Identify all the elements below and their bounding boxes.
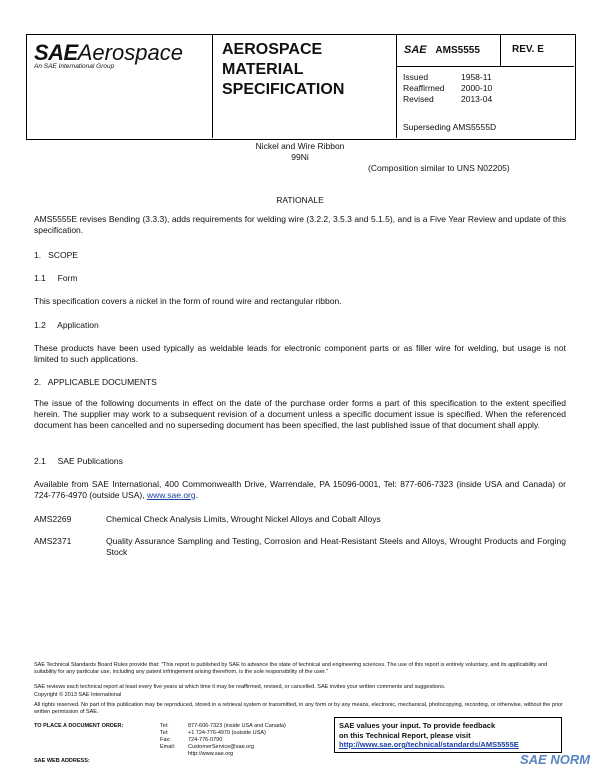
- section-1-1-text: This specification covers a nickel in the form of round wire and rectangular ribbon.: [34, 296, 342, 306]
- date-label: Revised: [403, 94, 434, 104]
- date-label: Reaffirmed: [403, 83, 445, 93]
- reference-row: [34, 536, 566, 558]
- logo-subtitle: An SAE International Group: [34, 63, 115, 70]
- section-2-text: The issue of the following documents in effect on the date of the purchase order forms a part of this specification to the extent specified herein. The supplier may work to a subsequent revision of a document unless a specific document issue is specified. When the referenced document has been cancelled and no superseding document has been specified, the last published issue of that document shall apply.: [34, 398, 566, 430]
- rationale-heading: RATIONALE: [276, 195, 324, 205]
- logo-sae-text: SAE: [34, 40, 78, 65]
- footer-copyright: Copyright © 2013 SAE International: [34, 692, 122, 698]
- contact-row: [160, 744, 330, 751]
- superseding-text: Superseding AMS5555D: [403, 122, 497, 132]
- contact-row: [160, 737, 330, 744]
- doc-title-line3: (Composition similar to UNS N02205): [368, 163, 510, 173]
- section-1-1-heading: 1.1 Form: [34, 273, 78, 283]
- period: .: [195, 490, 198, 500]
- feedback-line2: on this Technical Report, please visit: [339, 730, 471, 740]
- spec-title: [222, 40, 344, 100]
- contact-value: 877-606-7323 (inside USA and Canada): [188, 723, 286, 729]
- section-1-2-heading: 1.2 Application: [34, 320, 99, 330]
- date-value: 2000-10: [461, 83, 493, 93]
- contact-row: [160, 751, 330, 758]
- date-row: [403, 94, 523, 105]
- revision-label: REV. E: [512, 44, 544, 55]
- sae-norm-watermark: SAE NORM: [520, 752, 591, 767]
- contact-label: Fax:: [160, 737, 171, 743]
- reference-title: Chemical Check Analysis Limits, Wrought Nickel Alloys and Cobalt Alloys: [106, 514, 381, 524]
- date-value: 2013-04: [461, 94, 493, 104]
- section-1-2-text: These products have been used typically as weldable leads for electronic component parts or as filler wire for welding, but usage is not limited to such applications.: [34, 343, 566, 364]
- feedback-box: [334, 717, 562, 753]
- sae-small-logo: SAE: [404, 44, 427, 56]
- section-2-heading: 2. APPLICABLE DOCUMENTS: [34, 377, 157, 387]
- contact-label: Tel:: [160, 730, 169, 736]
- order-label: TO PLACE A DOCUMENT ORDER:: [34, 723, 124, 729]
- title-line-1: AEROSPACE: [222, 41, 323, 58]
- contact-row: [160, 730, 330, 737]
- header-divider-2: [396, 34, 397, 138]
- footer-rules-text: SAE Technical Standards Board Rules provide that: "This report is published by SAE to advance the state of technical and engineering sciences. The use of this report is entirely voluntary, and its applicability and suitability for any particular use, including any patent infringement arising therefrom, is the sole responsibility of the user.": [34, 662, 548, 675]
- reference-code: AMS2269: [34, 514, 72, 524]
- title-line-3: SPECIFICATION: [222, 81, 345, 98]
- contact-label: [160, 751, 188, 758]
- footer-review-text: SAE reviews each technical report at least every five years at which time it may be reaffirmed, revised, or cancelled. SAE invites your written comments and suggestions.: [34, 684, 446, 690]
- reference-code: AMS2371: [34, 536, 72, 546]
- header-row-divider: [396, 66, 574, 67]
- doc-number: [404, 44, 480, 56]
- title-line-2: MATERIAL: [222, 61, 304, 78]
- section-2-1-text: [34, 479, 566, 501]
- section-1-heading: 1. SCOPE: [34, 250, 78, 260]
- contact-value: 724-776-0790: [188, 737, 223, 743]
- date-value: 1958-11: [461, 72, 492, 82]
- contact-label: Tel:: [160, 723, 169, 729]
- doc-number-text: AMS5555: [435, 45, 480, 56]
- doc-title-line2: 99Ni: [291, 152, 309, 162]
- contact-value[interactable]: CustomerService@sae.org: [188, 744, 255, 750]
- feedback-link-line: [339, 740, 557, 750]
- date-row: [403, 72, 523, 83]
- sae-publications-text: Available from SAE International, 400 Commonwealth Drive, Warrendale, PA 15096-0001, Tel: 877-606-7323 (inside USA and Canada) or 724-776-4970 (outside USA),: [34, 479, 566, 500]
- doc-title-line1: Nickel and Wire Ribbon: [255, 141, 345, 151]
- feedback-line1: SAE values your input. To provide feedback: [339, 721, 496, 730]
- footer-rights-text: All rights reserved. No part of this publication may be reproduced, stored in a retrieval system or transmitted, in any form or by any means, electronic, mechanical, photocopying, recording, or otherwise, without the prior written permission of SAE.: [34, 702, 563, 715]
- rationale-text: AMS5555E revises Bending (3.3.3), adds requirements for welding wire (3.2.2, 3.5.3 and 5.1.5), and is a Five Year Review and update of this specification.: [34, 214, 566, 235]
- date-table: [403, 72, 523, 105]
- date-label: Issued: [403, 72, 429, 82]
- reference-row: [34, 514, 566, 525]
- web-address-label: SAE WEB ADDRESS:: [34, 758, 90, 764]
- contact-row: [160, 723, 330, 730]
- date-row: [403, 83, 523, 94]
- rev-divider: [500, 34, 501, 66]
- contact-value: +1 724-776-4970 (outside USA): [188, 730, 266, 736]
- contact-list: [160, 723, 330, 758]
- header-divider-1: [212, 34, 213, 138]
- sae-aerospace-logo: [34, 40, 183, 70]
- contact-label: Email:: [160, 744, 176, 750]
- feedback-link[interactable]: http://www.sae.org/technical/standards/AMS5555E: [339, 740, 519, 749]
- contact-value[interactable]: http://www.sae.org: [188, 751, 234, 757]
- logo-aerospace-text: Aerospace: [77, 40, 183, 65]
- reference-title: Quality Assurance Sampling and Testing, Corrosion and Heat-Resistant Steels and Alloys, Wrought Products and Forging Stock: [106, 536, 566, 557]
- sae-website-link[interactable]: www.sae.org: [146, 490, 196, 500]
- section-2-1-heading: 2.1 SAE Publications: [34, 456, 123, 466]
